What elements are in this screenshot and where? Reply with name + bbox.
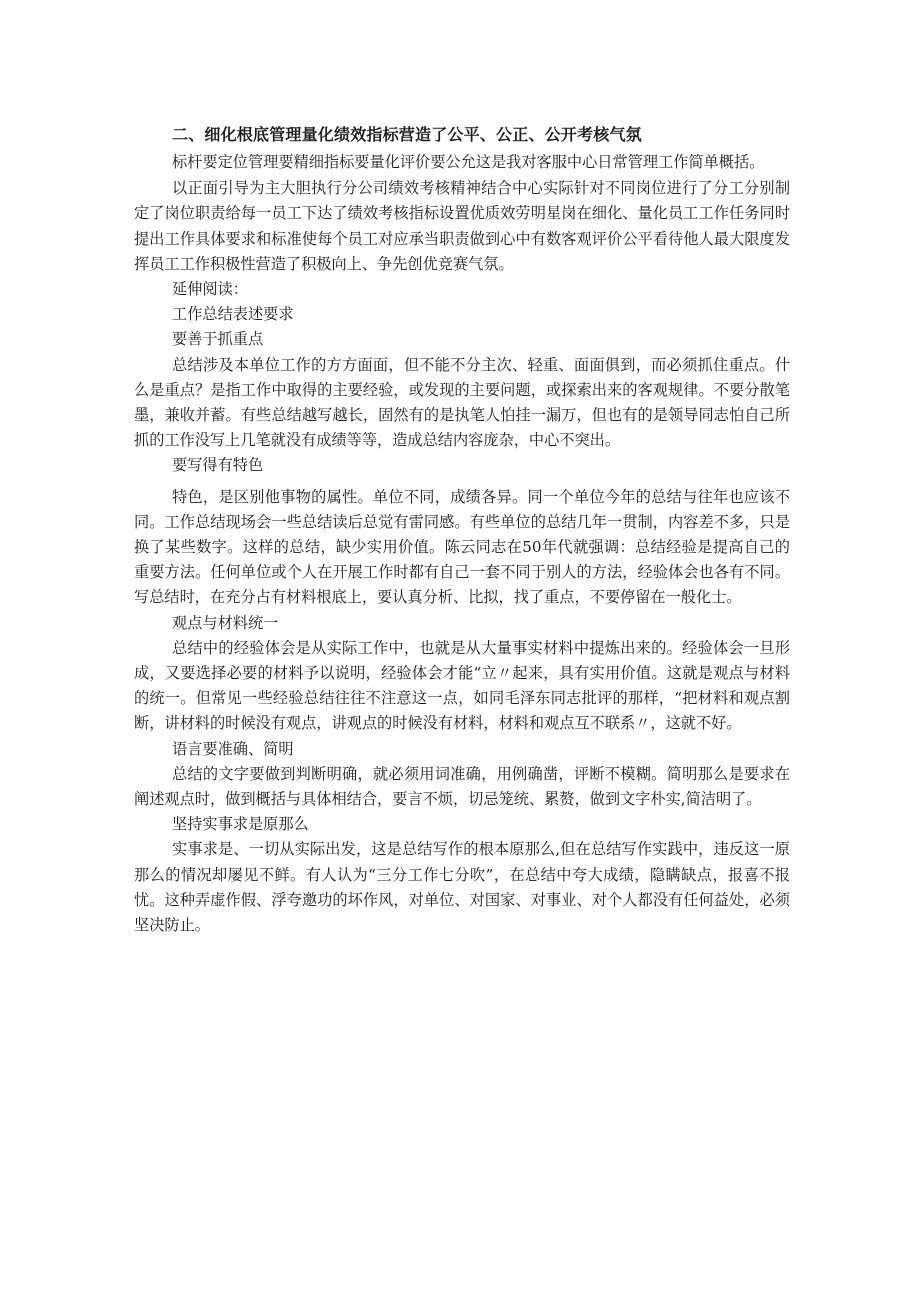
paragraph-features: 特色，是区别他事物的属性。单位不同，成绩各异。同一个单位今年的总结与往年也应该不同。工作总结现场会一些总结读后总觉有雷同感。有些单位的总结几年一贯制，内容差不多，只是换了某些数字。这样的总结，缺少实用价值。陈云同志在50年代就强调：总结经验是提高自己的重要方法。任何单位或个人在开展工作时都有自己一套不同于别人的方法，经验体会也各有不同。写总结时，在充分占有材料根底上，要认真分析、比拟，找了重点，不要停留在一般化士。 bbox=[134, 487, 790, 607]
paragraph-viewpoint: 总结中的经验体会是从实际工作中，也就是从大量事实材料中提炼出来的。经验体会一旦形成，又要选择必要的材料予以说明，经验体会才能“立〃起来，具有实用价值。这就是观点与材料的统一。但常见一些经验总结往往不注意这一点，如同毛泽东同志批评的那样，“把材料和观点割断，讲材料的时候没有观点，讲观点的时候没有材料，材料和观点互不联系〃，这就不好。 bbox=[134, 638, 790, 733]
paragraph-truth: 实事求是、一切从实际出发，这是总结写作的根本原那么,但在总结写作实践中，违反这一原那么的情况却屡见不鲜。有人认为“三分工作七分吹”，在总结中夸大成绩，隐瞒缺点，报喜不报忧。这种弄虚作假、浮夸邀功的坏作风，对单位、对国家、对事业、对个人都没有任何益处，必须坚决防止。 bbox=[134, 840, 790, 935]
subheading-features: 要写得有特色 bbox=[172, 456, 264, 475]
subheading-truth: 坚持实事求是原那么 bbox=[172, 815, 309, 834]
section-heading: 二、细化根底管理量化绩效指标营造了公平、公正、公开考核气氛 bbox=[172, 125, 642, 144]
paragraph-focus: 总结涉及本单位工作的方方面面，但不能不分主次、轻重、面面俱到，而必须抓住重点。什么是重点？是指工作中取得的主要经验，或发现的主要问题，或探索出来的客观规律。不要分散笔墨，兼收并蓄。有些总结越写越长，固然有的是执笔人怕挂一漏万，但也有的是领导同志怕自己所抓的工作没写上几笔就没有成绩等等，造成总结内容庞杂，中心不突出。 bbox=[134, 355, 790, 450]
extended-reading-label: 延伸阅读： bbox=[172, 280, 248, 299]
subheading-requirements: 工作总结表述要求 bbox=[172, 305, 294, 324]
subheading-language: 语言要准确、简明 bbox=[172, 739, 294, 758]
subheading-viewpoint: 观点与材料统一 bbox=[172, 613, 279, 632]
paragraph-summary: 标杆要定位管理要精细指标要量化评价要公允这是我对客服中心日常管理工作简单概括。 bbox=[172, 153, 765, 171]
paragraph-language: 总结的文字要做到判断明确，就必须用词准确，用例确凿，评断不模糊。简明那么是要求在阐述观点时，做到概括与具体相结合，要言不烦，切忌笼统、累赘，做到文字朴实,简洁明了。 bbox=[134, 764, 790, 809]
document-body bbox=[134, 122, 790, 938]
subheading-focus: 要善于抓重点 bbox=[172, 330, 264, 349]
paragraph-guidance: 以正面引导为主大胆执行分公司绩效考核精神结合中心实际针对不同岗位进行了分工分别制定了岗位职责给每一员工下达了绩效考核指标设置优质效劳明星岗在细化、量化员工工作任务同时提出工作具体要求和标准使每个员工对应承当职责做到心中有数客观评价公平看待他人最大限度发挥员工工作积极性营造了积极向上、争先创优竞赛气氛。 bbox=[134, 179, 790, 273]
